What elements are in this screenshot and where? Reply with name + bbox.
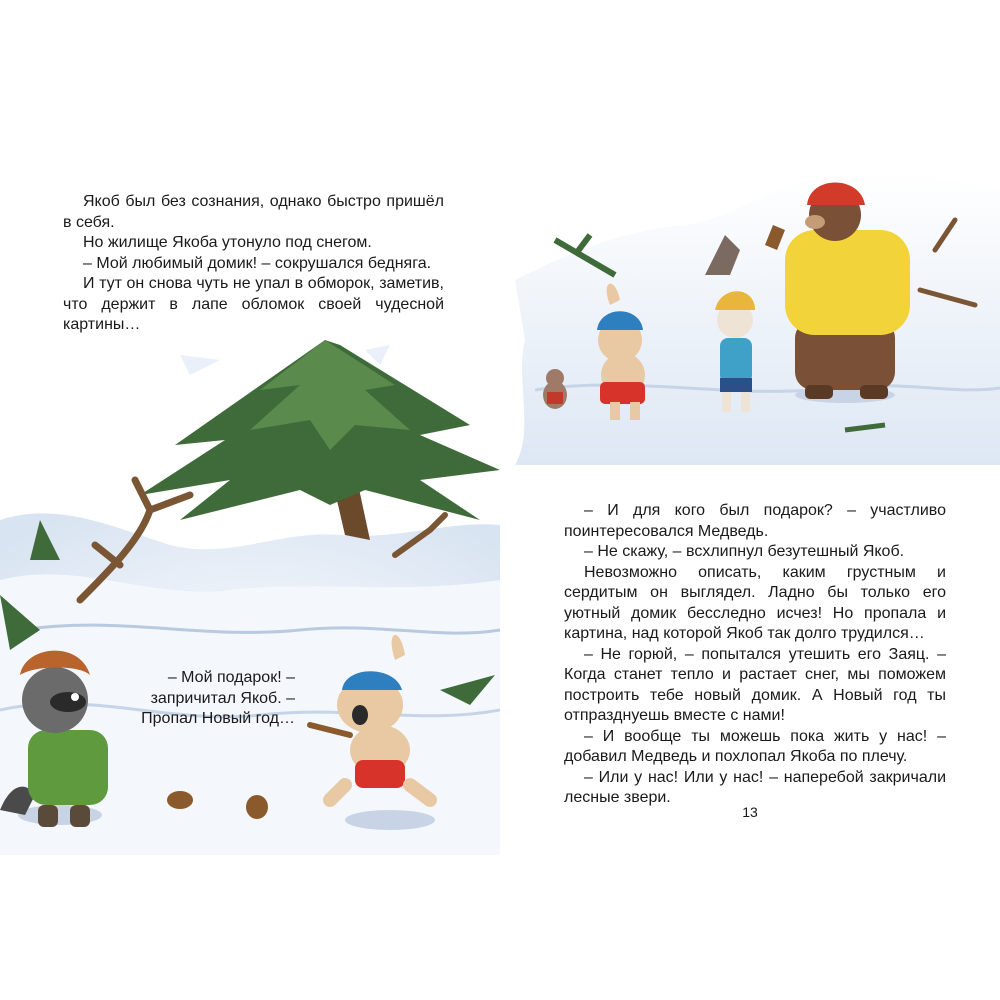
snow-drift xyxy=(515,172,1000,465)
illustration-fir-tree-scene xyxy=(0,330,500,855)
speech-line: Пропал Новый год… xyxy=(141,710,295,727)
right-page-text xyxy=(564,501,946,809)
speech-text xyxy=(115,668,295,730)
pine-cone xyxy=(246,795,268,819)
fir-tree xyxy=(140,340,500,540)
paragraph: – И вообще ты можешь пока жить у нас! – добавил Медведь и похлопал Якоба по плечу. xyxy=(564,727,946,765)
left-page-text xyxy=(63,192,444,336)
paragraph: – Не скажу, – всхлипнул безутешный Якоб. xyxy=(584,543,905,560)
pine-cone xyxy=(167,791,193,809)
paragraph: Невозможно описать, каким грустным и сердитым он выглядел. Ладно бы только его уютный домик бесследно исчез! Но пропала и картина, над которой Якоб так долго трудился… xyxy=(564,563,946,642)
speech-line: запричитал Якоб. – xyxy=(150,689,295,707)
paragraph: Но жилище Якоба утонуло под снегом. xyxy=(83,234,372,251)
paragraph: – Мой любимый домик! – сокрушался бедняга. xyxy=(83,254,432,272)
paragraph: – Не горюй, – попытался утешить его Заяц. – Когда станет тепло и растает снег, мы поможем построить тебе новый домик. А Новый год ты отпразднуешь вместе с нами! xyxy=(564,645,946,724)
paragraph: И тут он снова чуть не упал в обморок, заметив, что держит в лапе обломок своей чудесной картины… xyxy=(63,275,444,333)
right-page xyxy=(500,0,1000,1000)
speech-line: – Мой подарок! – xyxy=(167,669,295,686)
page-number: 13 xyxy=(742,804,758,820)
paragraph: – Или у нас! Или у нас! – наперебой закричали лесные звери. xyxy=(564,768,946,806)
paragraph: Якоб был без сознания, однако быстро пришёл в себя. xyxy=(63,193,444,231)
illustration-animals-scene xyxy=(515,160,1000,465)
paragraph: – И для кого был подарок? – участливо поинтересовался Медведь. xyxy=(564,502,946,540)
mouse-character xyxy=(543,369,567,409)
